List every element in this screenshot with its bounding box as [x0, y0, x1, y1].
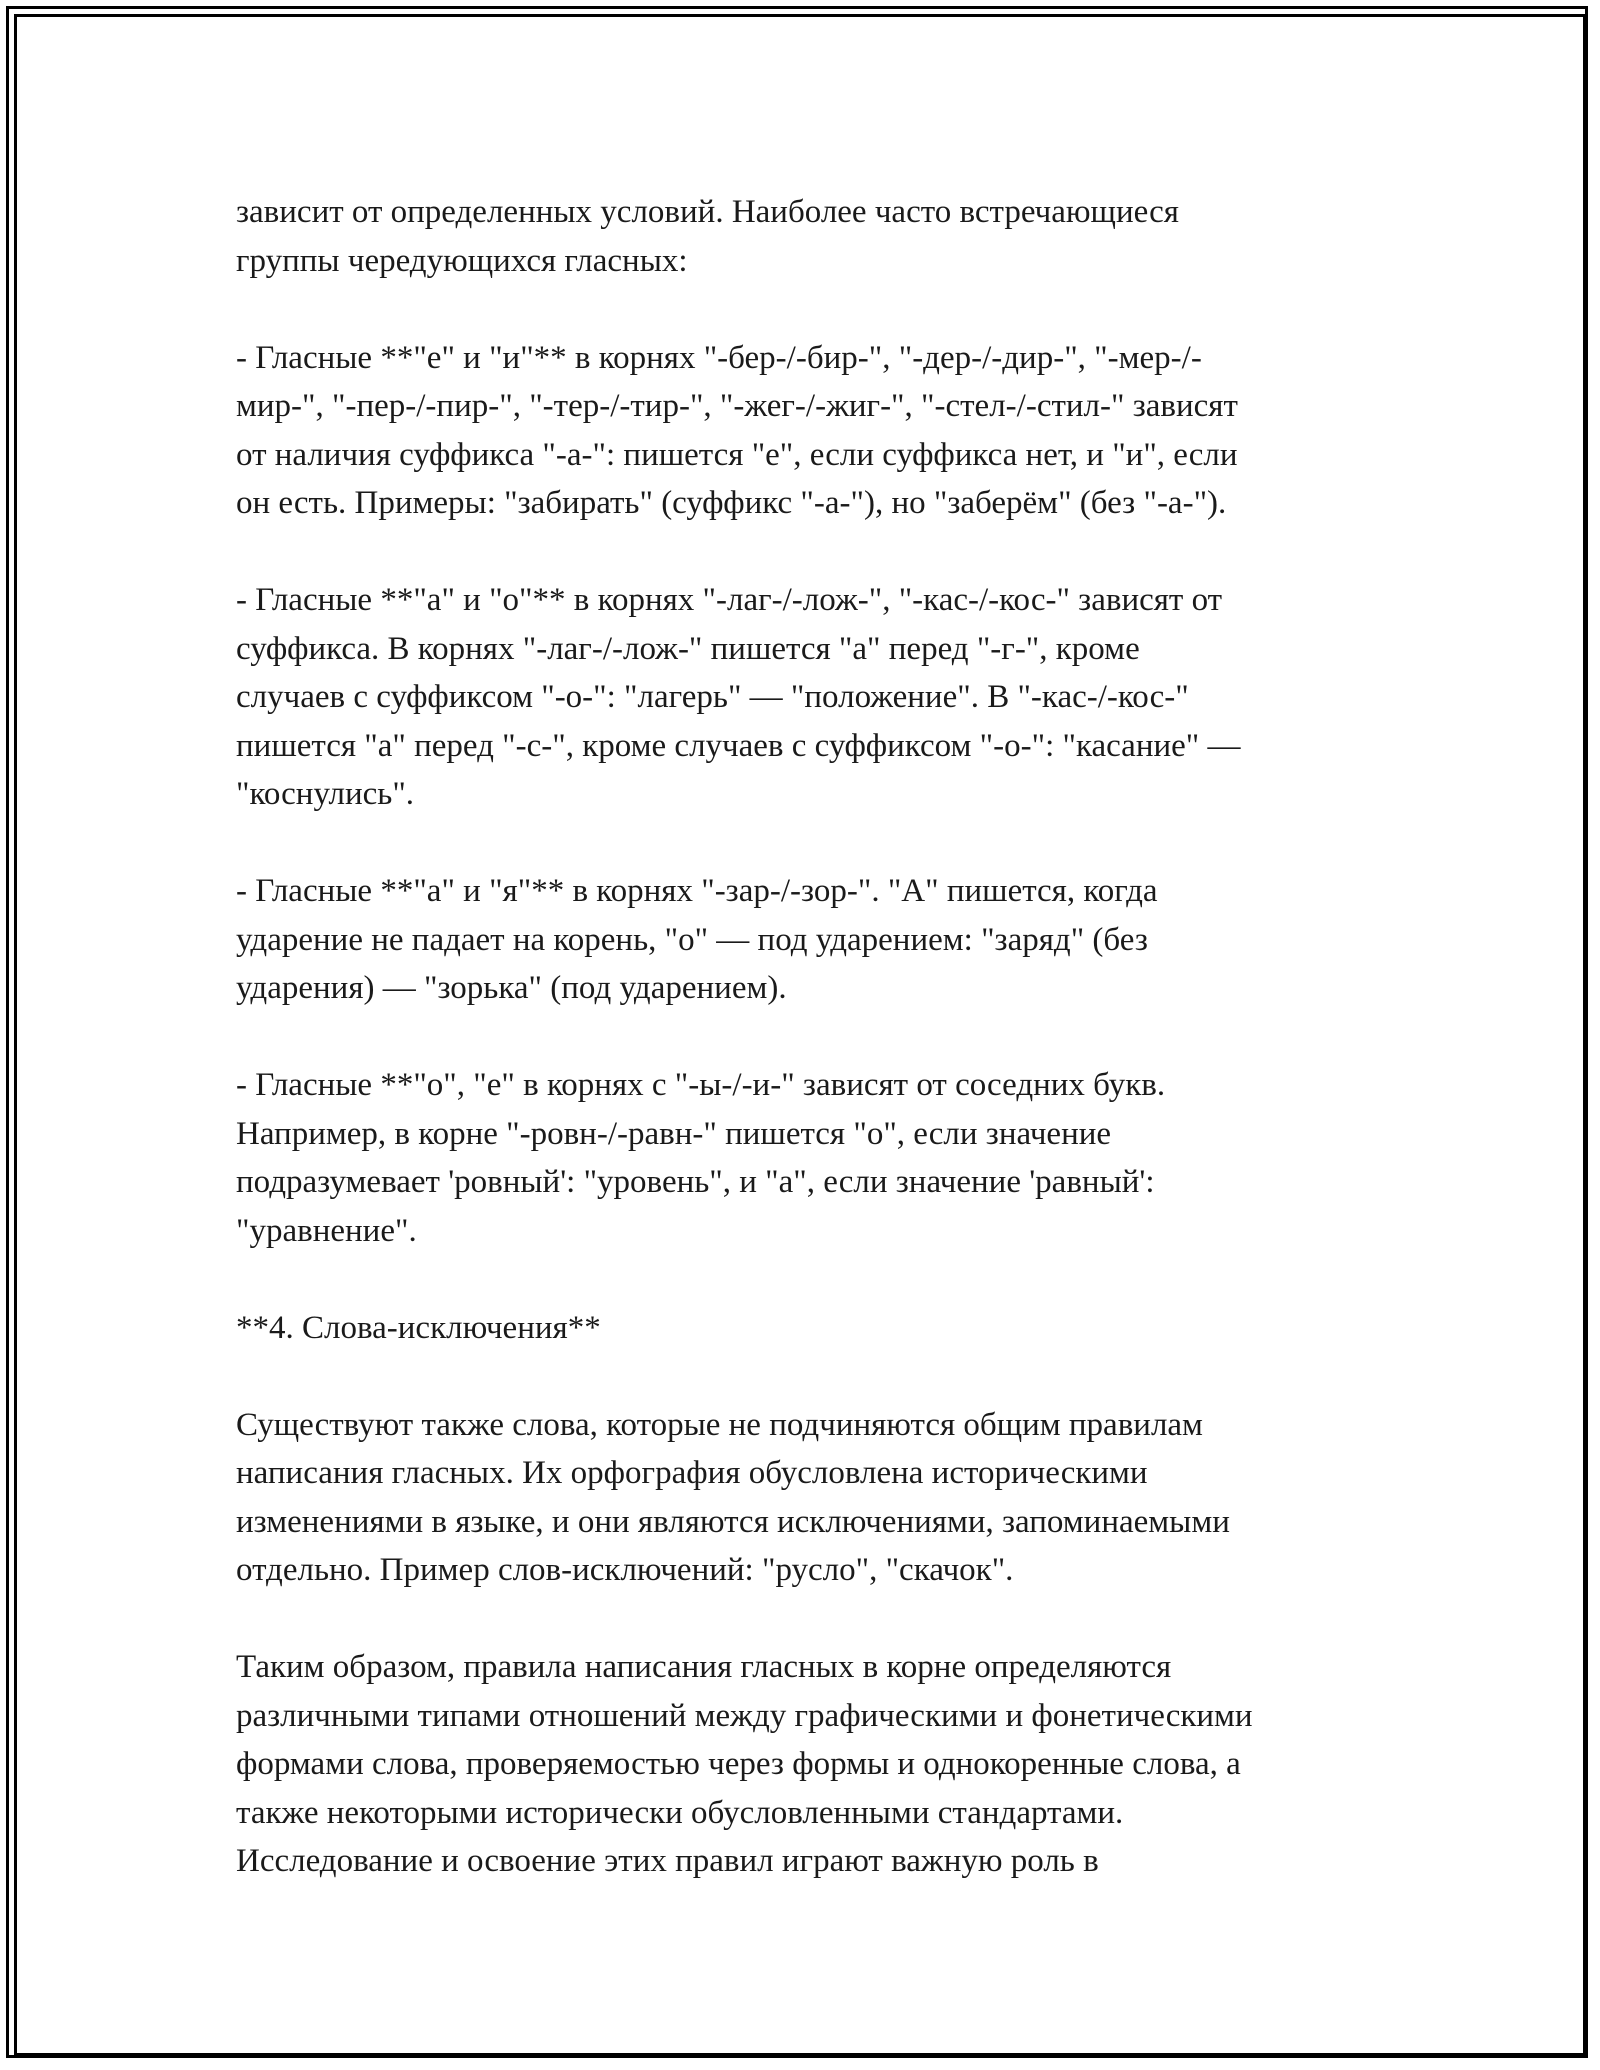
text-line: написания гласных. Их орфография обусловлена историческими: [236, 1455, 1148, 1491]
text-line: суффикса. В корнях "-лаг-/-лож-" пишется "а" перед "-г-", кроме: [236, 630, 1140, 667]
text-line: группы чередующихся гласных:: [236, 242, 688, 279]
document-body: [236, 188, 1386, 1934]
text-line: формами слова, проверяемостью через формы и однокоренные слова, а: [236, 1746, 1241, 1782]
text-line: отдельно. Пример слов-исключений: "русло", "скачок".: [236, 1552, 1014, 1588]
text-line: - Гласные **"е" и "и"** в корнях "-бер-/-бир-", "-дер-/-дир-", "-мер-/-: [236, 339, 1202, 376]
text-line: **4. Слова-исключения**: [236, 1309, 601, 1346]
text-line: мир-", "-пер-/-пир-", "-тер-/-тир-", "-жег-/-жиг-", "-стел-/-стил-" зависят: [236, 388, 1238, 424]
text-line: также некоторыми исторически обусловленными стандартами.: [236, 1794, 1124, 1831]
text-line: - Гласные **"о", "е" в корнях с "-ы-/-и-" зависят от соседних букв.: [236, 1067, 1166, 1103]
paragraph: [236, 188, 1386, 285]
text-line: Например, в корне "-ровн-/-равн-" пишется "о", если значение: [236, 1115, 1112, 1152]
paragraph: [236, 334, 1386, 528]
text-line: случаев с суффиксом "-о-": "лагерь" — "положение". В "-кас-/-кос-": [236, 679, 1189, 715]
text-line: ударения) — "зорька" (под ударением).: [236, 970, 787, 1006]
text-line: "уравнение".: [236, 1212, 417, 1249]
text-line: изменениями в языке, и они являются исключениями, запоминаемыми: [236, 1503, 1230, 1540]
text-line: "коснулись".: [236, 776, 415, 812]
text-line: Исследование и освоение этих правил играют важную роль в: [236, 1843, 1099, 1879]
text-line: пишется "а" перед "-с-", кроме случаев с суффиксом "-о-": "касание" —: [236, 727, 1241, 764]
paragraph: [236, 1061, 1386, 1255]
text-line: Существуют также слова, которые не подчиняются общим правилам: [236, 1406, 1203, 1443]
text-line: - Гласные **"а" и "я"** в корнях "-зар-/-зор-". "А" пишется, когда: [236, 873, 1158, 909]
text-line: - Гласные **"а" и "о"** в корнях "-лаг-/-лож-", "-кас-/-кос-" зависят от: [236, 582, 1223, 618]
paragraph: [236, 1401, 1386, 1595]
text-line: от наличия суффикса "-а-": пишется "е", если суффикса нет, и "и", если: [236, 436, 1238, 473]
text-line: зависит от определенных условий. Наиболее часто встречающиеся: [236, 194, 1179, 230]
paragraph: [236, 1643, 1386, 1886]
text-line: различными типами отношений между графическими и фонетическими: [236, 1697, 1253, 1734]
paragraph: [236, 1304, 1386, 1353]
text-line: ударение не падает на корень, "о" — под ударением: "заряд" (без: [236, 921, 1148, 958]
paragraph: [236, 867, 1386, 1013]
text-line: подразумевает 'ровный': "уровень", и "а", если значение 'равный':: [236, 1164, 1155, 1200]
text-line: он есть. Примеры: "забирать" (суффикс "-а-"), но "заберём" (без "-а-").: [236, 485, 1227, 521]
text-line: Таким образом, правила написания гласных в корне определяются: [236, 1649, 1172, 1685]
paragraph: [236, 576, 1386, 819]
